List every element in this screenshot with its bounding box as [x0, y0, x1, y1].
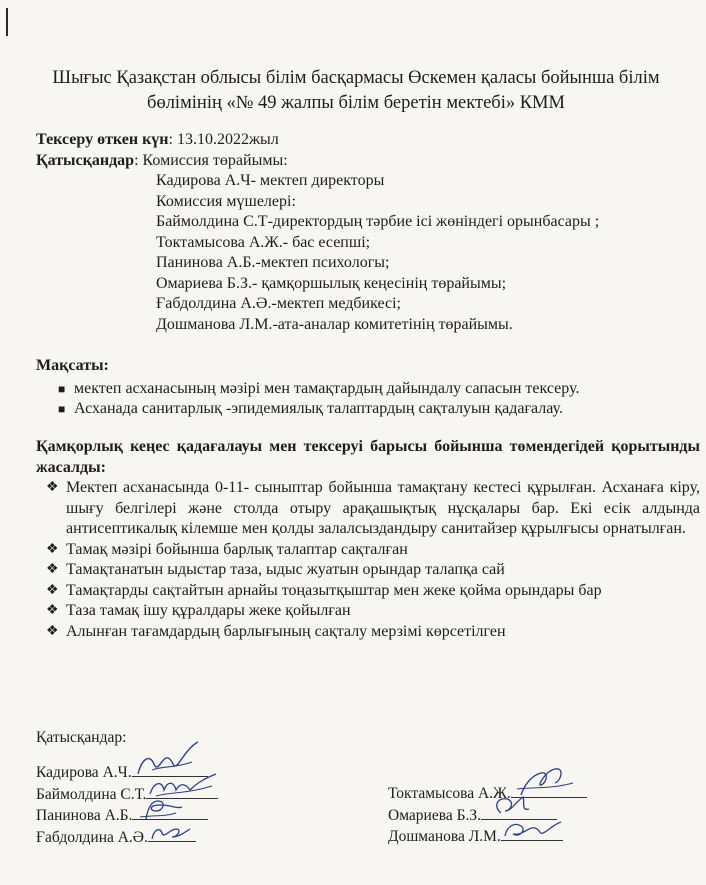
conclusion-title: Қамқорлық кеңес қадағалауы мен тексеруі барысы бойынша төмендегідей қорытынды жасалды:: [36, 438, 700, 476]
date-label: Тексеру өткен күн: [36, 131, 169, 148]
signer-name: Ғабдолдина А.Ә.: [36, 828, 148, 846]
conclusion-section: [36, 437, 700, 642]
conclusion-text: Тамақтанатын ыдыстар таза, ыдыс жуатын орындар талапқа сай: [66, 561, 505, 578]
participants-row: [36, 151, 696, 172]
date-value: : 13.10.2022жыл: [168, 131, 279, 148]
signer-name: Омариева Б.З.: [388, 806, 481, 824]
members-list: [156, 171, 696, 335]
list-item: [58, 379, 700, 400]
signer-name: Панинова А.Б.: [36, 807, 133, 824]
list-item: [46, 560, 700, 581]
signer-name: Токтамысова А.Ж.: [388, 785, 511, 802]
meta-block: [36, 130, 696, 335]
list-item: [46, 601, 700, 622]
participants-first: : Комиссия төрайымы:: [134, 151, 288, 169]
handwritten-signature-icon: [148, 819, 196, 845]
diamond-bullet-icon: ❖: [46, 480, 59, 495]
diamond-bullet-icon: ❖: [46, 603, 59, 618]
conclusion-text: Таза тамақ ішу құралдары жеке қойылған: [66, 602, 351, 619]
member-line: Комиссия мүшелері:: [156, 192, 296, 210]
conclusion-text: Алынған тағамдардың барлығының сақталу мерзімі көрсетілген: [66, 622, 506, 640]
goals-list: [36, 379, 700, 420]
diamond-bullet-icon: ❖: [46, 541, 59, 557]
signature-row: [36, 827, 218, 849]
header-line-2: бөлімінің «№ 49 жалпы білім беретін мектебі» КММ: [147, 93, 565, 113]
conclusion-text: Тамақтарды сақтайтын арнайы тоңазытқыштар мен жеке қойма орындары бар: [66, 581, 602, 599]
signer-name: Кадирова А.Ч.: [36, 764, 132, 781]
diamond-bullet-icon: ❖: [46, 562, 59, 577]
member-line: Дошманова Л.М.-ата-аналар комитетінің төрайымы.: [156, 315, 513, 333]
handwritten-signature-icon: [501, 814, 563, 844]
member-line: Баймолдина С.Т-директордың тәрбие ісі жөніндегі орынбасары ;: [156, 213, 600, 230]
goals-title: Мақсаты:: [36, 357, 109, 374]
scan-edge-mark: [6, 8, 8, 36]
participants-label: Қатысқандар: [36, 151, 135, 169]
list-item: [46, 478, 700, 540]
member-line: Ғабдолдина А.Ә.-мектеп медбикесі;: [156, 295, 401, 312]
signature-line: [501, 826, 563, 841]
diamond-bullet-icon: ❖: [46, 623, 59, 639]
diamond-bullet-icon: ❖: [46, 582, 59, 598]
signer-name: Дошманова Л.М.: [388, 828, 501, 845]
member-line: Токтамысова А.Ж.- бас есепші;: [156, 233, 371, 251]
member-line: Омариева Б.З.- қамқоршылық кеңесінің төрайымы;: [156, 274, 507, 292]
square-bullet-icon: ■: [58, 402, 66, 416]
list-item: [46, 540, 700, 561]
signatures-right: [388, 783, 587, 848]
signatures-left: [36, 762, 218, 848]
signer-name: Баймолдина С.Т.: [36, 785, 147, 803]
conclusion-text: Тамақ мәзірі бойынша барлық талаптар сақталған: [66, 540, 408, 558]
signature-row: [388, 826, 587, 848]
goal-text: мектеп асханасының мәзірі мен тамақтардың дайындалу сапасын тексеру.: [74, 379, 580, 397]
list-item: [46, 622, 700, 643]
date-row: [36, 130, 696, 151]
list-item: [46, 581, 700, 602]
member-line: Кадирова А.Ч- мектеп директоры: [156, 172, 385, 189]
signatures-title: Қатысқандар:: [36, 729, 127, 746]
list-item: [58, 399, 700, 420]
member-line: Панинова А.Б.-мектеп психологы;: [156, 254, 390, 271]
square-bullet-icon: ■: [58, 381, 66, 396]
signature-line: [148, 827, 196, 842]
conclusion-list: [36, 478, 700, 642]
header-line-1: Шығыс Қазақстан облысы білім басқармасы Өскемен қаласы бойынша білім: [52, 68, 660, 88]
document-header: [20, 66, 692, 116]
goal-text: Асханада санитарлық -эпидемиялық талаптардың сақталуын қадағалау.: [74, 400, 563, 417]
conclusion-text: Мектеп асханасында 0-11- сыныптар бойынша тамақтану кестесі құрылған. Асханаға кіру, шығу белгілері және столда отыру арақашықтық нұсқалары бар. Екі есік алдында антисептикалық кілемше мен қолды залалсыздандыру санитайзер құрылғысы орнатылған.: [66, 479, 700, 537]
goals-section: [36, 356, 700, 420]
